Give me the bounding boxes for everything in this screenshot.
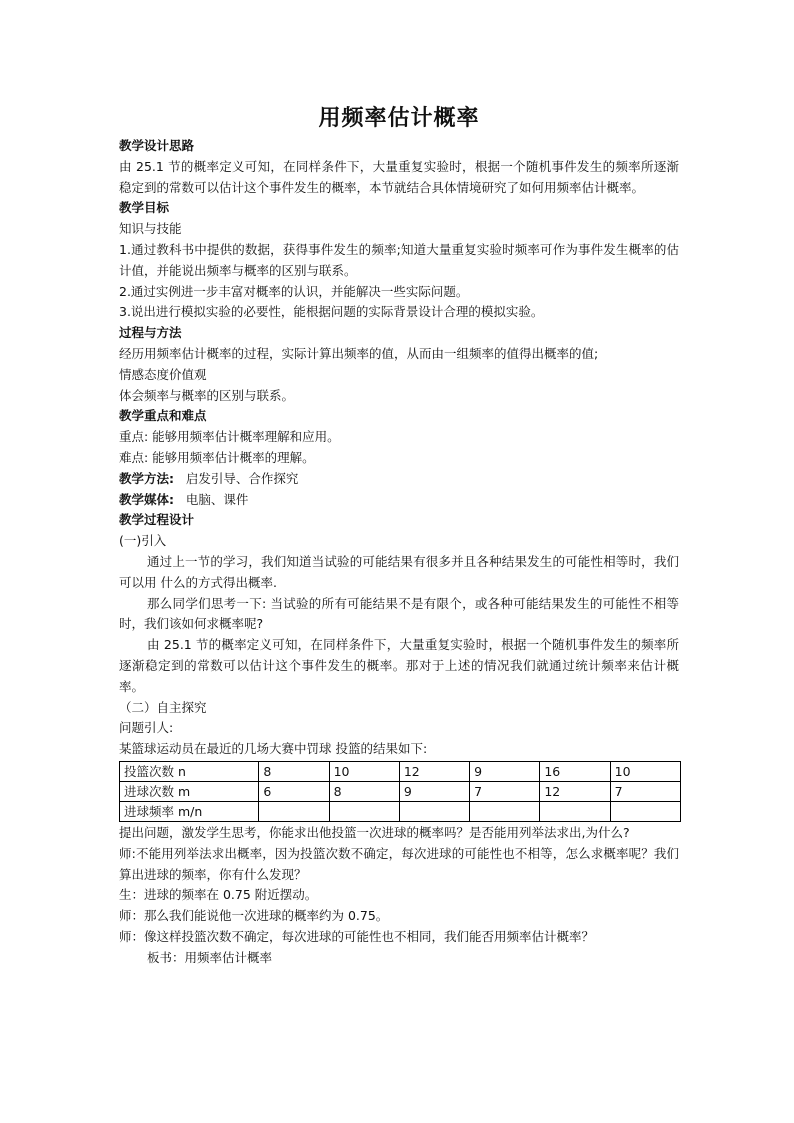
section-heading-design: 教学设计思路: [119, 138, 195, 153]
media-value: 电脑、课件: [185, 491, 249, 507]
table-cell: 7: [470, 781, 540, 801]
section-heading-process-design: 教学过程设计: [119, 512, 195, 528]
table-cell: 9: [470, 761, 540, 781]
table-cell: [610, 801, 680, 821]
table-cell: 9: [399, 781, 469, 801]
key-point: 重点: 能够用频率估计概率理解和应用。: [119, 429, 340, 445]
attitude-paragraph: 体会频率与概率的区别与联系。: [119, 387, 295, 403]
subheading-attitude: 情感态度价值观: [119, 366, 207, 382]
table-row-label: 投篮次数 n: [120, 761, 259, 781]
table-cell: [329, 801, 399, 821]
table-cell: 7: [610, 781, 680, 801]
intro-paragraph-1: 通过上一节的学习，我们知道当试验的可能结果有很多并且各种结果发生的可能性相等时，我们可以用 什么的方式得出概率.: [119, 553, 679, 590]
table-cell: 8: [329, 781, 399, 801]
problem-intro: 问题引人:: [119, 720, 174, 736]
table-cell: 10: [610, 761, 680, 781]
teacher-line-2: 师：那么我们能说他一次进球的概率约为 0.75。: [119, 908, 389, 924]
table-row: [120, 761, 681, 781]
section-heading-key-points: 教学重点和难点: [119, 408, 207, 424]
shooting-data-table: [119, 761, 681, 822]
table-row-label: 进球频率 m/n: [120, 801, 259, 821]
table-cell: 8: [259, 761, 329, 781]
question-paragraph: 提出问题，激发学生思考，你能求出他投篮一次进球的概率吗？是否能用列举法求出,为什么?: [119, 824, 630, 840]
problem-text: 某篮球运动员在最近的几场大赛中罚球 投篮的结果如下:: [119, 741, 428, 757]
intro-paragraph-2: 那么同学们思考一下: 当试验的所有可能结果不是有限个，或各种可能结果发生的可能性不相等时，我们该如何求概率呢?: [119, 595, 679, 632]
method-label: 教学方法:: [119, 470, 174, 486]
table-row-label: 进球次数 m: [120, 781, 259, 801]
media-label: 教学媒体:: [119, 491, 174, 507]
subheading-intro: (一)引入: [119, 533, 167, 549]
goal-item-2: 2.通过实例进一步丰富对概率的认识，并能解决一些实际问题。: [119, 283, 469, 299]
teacher-line-3: 师：像这样投篮次数不确定，每次进球的可能性也不相同，我们能否用频率估计概率？: [119, 928, 595, 944]
student-line: 生：进球的频率在 0.75 附近摆动。: [119, 887, 318, 903]
section-heading-goals: 教学目标: [119, 200, 170, 216]
table-cell: 12: [399, 761, 469, 781]
process-paragraph: 经历用频率估计概率的过程，实际计算出频率的值，从而由一组频率的值得出概率的值;: [119, 345, 599, 361]
table-cell: [259, 801, 329, 821]
table-cell: [470, 801, 540, 821]
intro-paragraph-3: 由 25.1 节的概率定义可知，在同样条件下，大量重复实验时，根据一个随机事件发生的频率所逐渐稳定到的常数可以估计这个事件发生的概率。那对于上述的情况我们就通过统计频率来估计概率。: [119, 637, 679, 694]
table-row: [120, 781, 681, 801]
document-title: 用频率估计概率: [318, 105, 480, 131]
table-row: [120, 801, 681, 821]
teacher-line-1: 师:不能用列举法求出概率，因为投篮次数不确定，每次进球的可能性也不相等，怎么求概率呢？我们算出进球的频率，你有什么发现？: [119, 845, 679, 882]
method-line: [119, 469, 679, 490]
section-heading-process: 过程与方法: [119, 325, 182, 341]
table-cell: 6: [259, 781, 329, 801]
table-cell: [399, 801, 469, 821]
media-line: [119, 490, 679, 511]
goal-item-1: 1.通过教科书中提供的数据，获得事件发生的频率;知道大量重复实验时频率可作为事件发生概率的估计值，并能说出频率与概率的区别与联系。: [119, 241, 679, 278]
table-cell: 16: [540, 761, 610, 781]
method-value: 启发引导、合作探究: [185, 470, 299, 486]
design-paragraph: 由 25.1 节的概率定义可知，在同样条件下，大量重复实验时，根据一个随机事件发生的频率所逐渐稳定到的常数可以估计这个事件发生的概率，本节就结合具体情境研究了如何用频率估计概率。: [119, 158, 679, 195]
table-cell: [540, 801, 610, 821]
board-note: 板书：用频率估计概率: [147, 949, 273, 965]
goal-item-3: 3.说出进行模拟实验的必要性，能根据问题的实际背景设计合理的模拟实验。: [119, 304, 544, 320]
table-cell: 12: [540, 781, 610, 801]
document-page: [119, 100, 679, 968]
subheading-explore: （二）自主探究: [119, 699, 207, 715]
table-cell: 10: [329, 761, 399, 781]
subheading-knowledge: 知识与技能: [119, 221, 182, 237]
difficult-point: 难点: 能够用频率估计概率的理解。: [119, 449, 315, 465]
